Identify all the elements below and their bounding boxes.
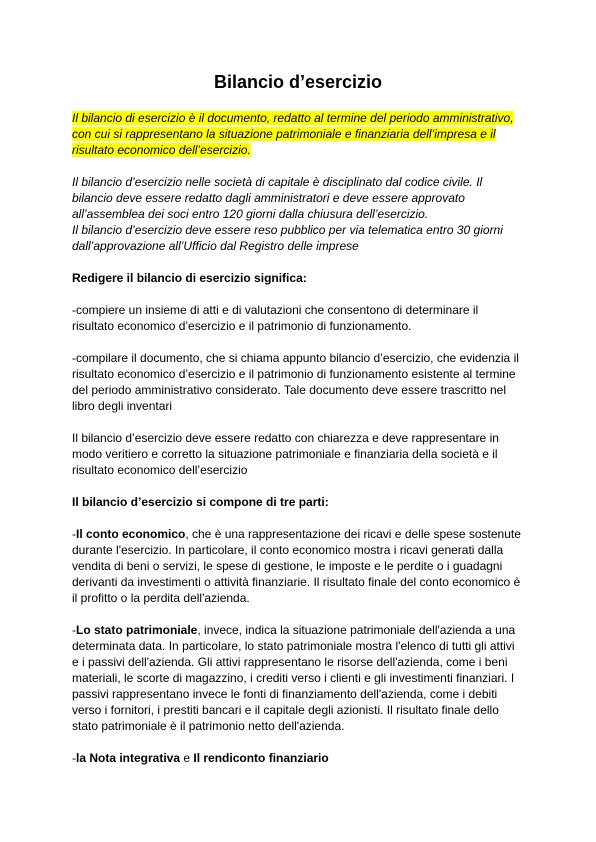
text-line: modo veritiero e corretto la situazione patrimoniale e finanziaria della società e il	[72, 447, 498, 461]
paragraph	[72, 302, 532, 334]
text-line: dall’approvazione all’Ufficio dal Registro delle imprese	[72, 239, 359, 253]
text-line: determinata data. In particolare, lo stato patrimoniale mostra l'elenco di tutti gli attivi	[72, 639, 515, 653]
dash: -	[72, 527, 76, 541]
text-run: e	[180, 751, 194, 765]
text-line: -compiere un insieme di atti e di valutazioni che consentono di determinare il	[72, 303, 479, 317]
text-line: del periodo amministrativo considerato. Tale documento deve essere trascritto nel	[72, 383, 507, 397]
text-line: stato patrimoniale è il patrimonio netto dell'azienda.	[72, 719, 345, 733]
conto-economico-paragraph	[72, 526, 532, 606]
text-line: Il bilancio d’esercizio nelle società di capitale è disciplinato dal codice civile. Il	[72, 175, 483, 189]
text-line: all’assemblea dei soci entro 120 giorni dalla chiusura dell’esercizio.	[72, 207, 429, 221]
paragraph	[72, 350, 532, 414]
bold-term: Lo stato patrimoniale	[76, 623, 198, 637]
text-line: risultato economico d’esercizio e il patrimonio di funzionamento esistente al termine	[72, 367, 516, 381]
highlighted-line: risultato economico dell’esercizio.	[72, 143, 251, 157]
dash: -	[72, 751, 76, 765]
heading-text: Redigere il bilancio di esercizio significa:	[72, 271, 307, 285]
text-line: risultato economico d’esercizio e il patrimonio di funzionamento.	[72, 319, 412, 333]
text-run: , invece, indica la situazione patrimoniale dell'azienda a una	[197, 623, 516, 637]
dash: -	[72, 623, 76, 637]
highlighted-definition	[72, 110, 532, 158]
text-line: Il bilancio d’esercizio deve essere reso pubblico per via telematica entro 30 giorni	[72, 223, 503, 237]
paragraph	[72, 430, 532, 478]
highlighted-line: con cui si rappresentano la situazione patrimoniale e finanziaria dell’impresa e il	[72, 127, 496, 141]
section-heading	[72, 494, 532, 510]
text-line: e i passivi dell'azienda. Gli attivi rappresentano le risorse dell'azienda, come i beni	[72, 655, 508, 669]
text-line: il profitto o la perdita dell'azienda.	[72, 591, 250, 605]
bold-term: la Nota integrativa	[76, 751, 181, 765]
nota-integrativa-line	[72, 750, 532, 766]
text-line: Il bilancio d’esercizio deve essere redatto con chiarezza e deve rappresentare in	[72, 431, 499, 445]
text-run: , che è una rappresentazione dei ricavi e delle spese sostenute	[185, 527, 521, 541]
stato-patrimoniale-paragraph	[72, 622, 532, 734]
text-line: risultato economico dell’esercizio	[72, 463, 248, 477]
bold-term: Il conto economico	[76, 527, 186, 541]
section-heading	[72, 270, 532, 286]
text-line: derivanti da investimenti o attività finanziarie. Il risultato finale del conto economico è	[72, 575, 521, 589]
text-line: bilancio deve essere redatto dagli amministratori e deve essere approvato	[72, 191, 465, 205]
text-line: vendita di beni o servizi, le spese di gestione, le imposte e le perdite o i guadagni	[72, 559, 503, 573]
heading-text: Il bilancio d’esercizio si compone di tre parti:	[72, 495, 329, 509]
highlighted-line: Il bilancio di esercizio è il documento, redatto al termine del periodo amministrativo,	[72, 111, 514, 125]
bold-term: Il rendiconto finanziario	[193, 751, 329, 765]
text-line: verso i fornitori, i prestiti bancari e il capitale degli azionisti. Il risultato finale dello	[72, 703, 499, 717]
italic-paragraph	[72, 174, 532, 254]
text-line: -compilare il documento, che si chiama appunto bilancio d’esercizio, che evidenzia il	[72, 351, 519, 365]
text-line: libro degli inventari	[72, 399, 173, 413]
text-line: materiali, le scorte di magazzino, i crediti verso i clienti e gli investimenti finanziari. I	[72, 671, 515, 685]
text-line: passivi rappresentano invece le fonti di finanziamento dell'azienda, come i debiti	[72, 687, 498, 701]
text-line: durante l'esercizio. In particolare, il conto economico mostra i ricavi generati dalla	[72, 543, 504, 557]
document-title: Bilancio d’esercizio	[213, 72, 383, 92]
